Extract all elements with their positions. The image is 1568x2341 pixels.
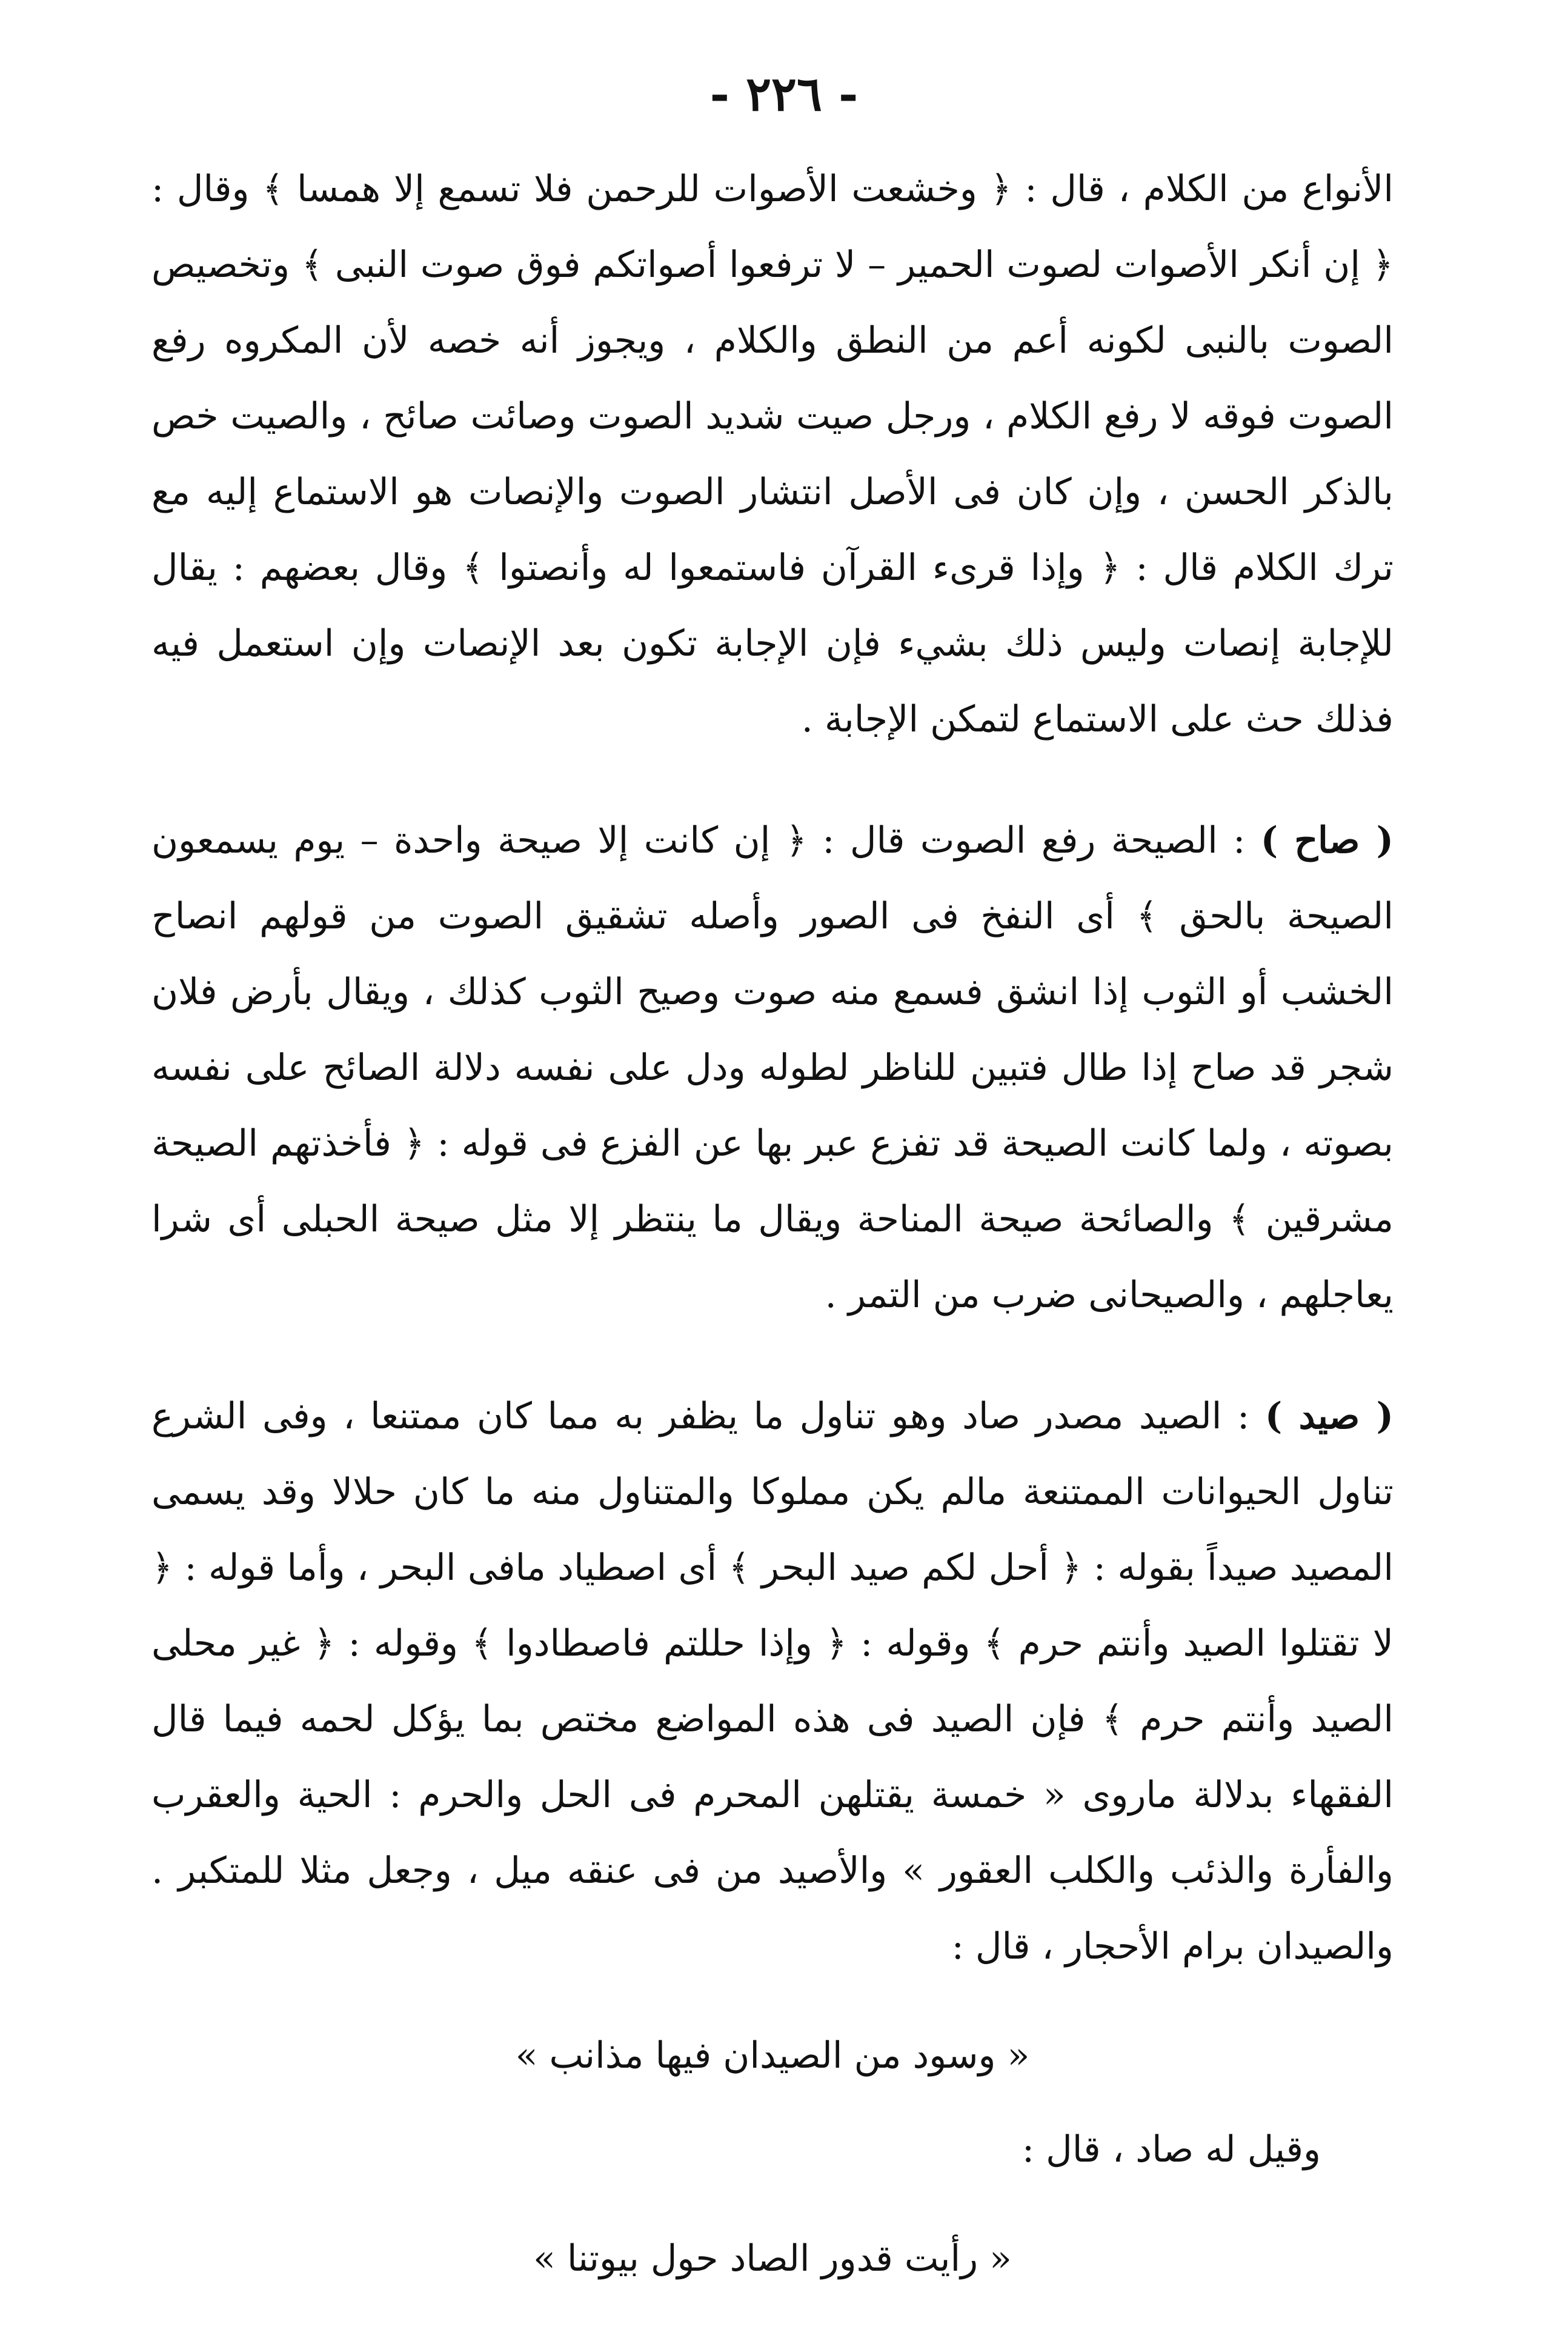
page-number: - ٢٢٦ - — [709, 67, 859, 122]
intro-line: وقيل له صاد ، قال : — [1022, 2128, 1321, 2171]
text-column — [151, 152, 1394, 2297]
entry-saha — [151, 803, 1394, 1333]
entry-headword: ( صاح ) — [1260, 819, 1394, 862]
paragraph-continuation — [151, 152, 1394, 758]
entry-text: : الصيد مصدر صاد وهو تناول ما يظفر به مما كان ممتنعا ، وفى الشرع تناول الحيوانات الممتنعة مالم يكن مملوكا والمتناول منه ما كان حلالا وقد يسمى المصيد صيداً بقوله : ﴿ أحل لكم صيد البحر ﴾ أى اصطياد مافى البحر ، وأما قوله : ﴿ لا تقتلوا الصيد وأنتم حرم ﴾ وقوله : ﴿ وإذا حللتم فاصطادوا ﴾ وقوله : ﴿ غير محلى الصيد وأنتم حرم ﴾ فإن الصيد فى هذه المواضع مختص بما يؤكل لحمه فيما قال الفقهاء بدلالة ماروى « خمسة يقتلهن المحرم فى الحل والحرم : الحية والعقرب والفأرة والذئب والكلب العقور » والأصيد من فى عنقه ميل ، وجعل مثلا للمتكبر . والصيدان برام الأحجار ، قال : — [151, 1395, 1394, 1968]
entry-sayd — [151, 1379, 1394, 1985]
poetry-verse: « رأيت قدور الصاد حول بيوتنا » — [533, 2237, 1012, 2280]
paragraph-text: الأنواع من الكلام ، قال : ﴿ وخشعت الأصوات للرحمن فلا تسمع إلا همسا ﴾ وقال : ﴿ إن أنكر الأصوات لصوت الحمير – لا ترفعوا أصواتكم فوق صوت النبى ﴾ وتخصيص الصوت بالنبى لكونه أعم من النطق والكلام ، ويجوز أنه خصه لأن المكروه رفع الصوت فوقه لا رفع الكلام ، ورجل صيت شديد الصوت وصائت صائح ، والصيت خص بالذكر الحسن ، وإن كان فى الأصل انتشار الصوت والإنصات هو الاستماع إليه مع ترك الكلام قال : ﴿ وإذا قرىء القرآن فاستمعوا له وأنصتوا ﴾ وقال بعضهم : يقال للإجابة إنصات وليس ذلك بشيء فإن الإجابة تكون بعد الإنصات وإن استعمل فيه فذلك حث على الاستماع لتمكن الإجابة . — [151, 168, 1394, 741]
entry-text: : الصيحة رفع الصوت قال : ﴿ إن كانت إلا صيحة واحدة – يوم يسمعون الصيحة بالحق ﴾ أى النفخ فى الصور وأصله تشقيق الصوت من قولهم انصاح الخشب أو الثوب إذا انشق فسمع منه صوت وصيح الثوب كذلك ، ويقال بأرض فلان شجر قد صاح إذا طال فتبين للناظر لطوله ودل على نفسه دلالة الصائح على نفسه بصوته ، ولما كانت الصيحة قد تفزع عبر بها عن الفزع فى قوله : ﴿ فأخذتهم الصيحة مشرقين ﴾ والصائحة صيحة المناحة ويقال ما ينتظر إلا مثل صيحة الحبلى أى شرا يعاجلهم ، والصيحانى ضرب من التمر . — [151, 819, 1394, 1316]
poetry-verse: « وسود من الصيدان فيها مذانب » — [515, 2034, 1030, 2077]
entry-headword: ( صيد ) — [1264, 1395, 1394, 1437]
